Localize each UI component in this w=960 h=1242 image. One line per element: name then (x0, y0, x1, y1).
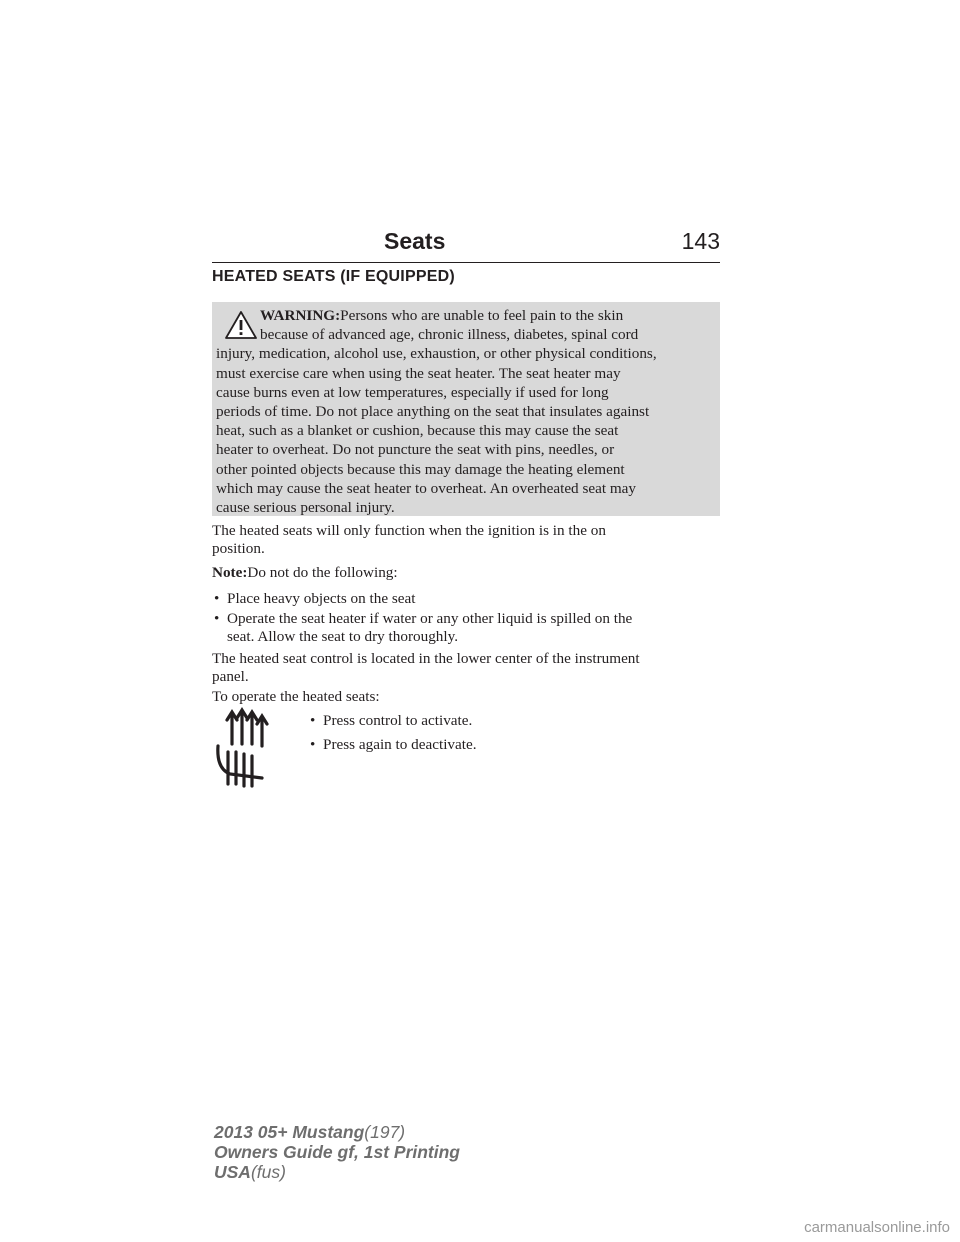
list-item: • Operate the seat heater if water or any other liquid is spilled on the seat. Allow the seat to dry thoroughly. (214, 610, 633, 645)
warning-line: heat, such as a blanket or cushion, because this may cause the seat (216, 422, 619, 440)
warning-line: which may cause the seat heater to overheat. An overheated seat may (216, 479, 637, 497)
warning-line: WARNING:Persons who are unable to feel pain to the skin (260, 307, 624, 324)
warning-text (216, 306, 718, 517)
note-lead: Note: (212, 564, 248, 581)
note-paragraph (212, 564, 720, 582)
warning-line: heater to overheat. Do not puncture the seat with pins, needles, or (216, 441, 615, 459)
warning-box (212, 302, 720, 516)
bullet-dot: • (214, 610, 220, 627)
document-footer: 2013 05+ Mustang(197) Owners Guide gf, 1st Printing USA(fus) (214, 1122, 460, 1182)
warning-line: because of advanced age, chronic illness, diabetes, spinal cord (260, 326, 639, 344)
heated-seat-icon (214, 704, 276, 790)
page-number: 143 (681, 228, 720, 254)
section-title: HEATED SEATS (IF EQUIPPED) (212, 268, 455, 285)
bullet-dot: • (310, 712, 316, 729)
warning-line: must exercise care when using the seat heater. The seat heater may (216, 364, 621, 382)
note-text: Do not do the following: (247, 564, 398, 581)
warning-line: periods of time. Do not place anything on the seat that insulates against (216, 403, 650, 421)
operate-intro: To operate the heated seats: (212, 688, 380, 705)
ignition-paragraph: The heated seats will only function when the ignition is in the on position. (212, 522, 606, 557)
warning-line: other pointed objects because this may damage the heating element (216, 460, 625, 478)
warning-line: cause serious personal injury. (216, 499, 395, 517)
watermark: carmanualsonline.info (804, 1219, 950, 1236)
page-header (212, 228, 720, 263)
warning-line: injury, medication, alcohol use, exhaustion, or other physical conditions, (216, 345, 657, 363)
bullet-dot: • (310, 736, 316, 753)
chapter-title: Seats (384, 228, 446, 254)
control-location-paragraph: The heated seat control is located in the lower center of the instrument panel. (212, 650, 640, 685)
warning-line: cause burns even at low temperatures, especially if used for long (216, 383, 609, 401)
bullet-dot: • (214, 590, 220, 607)
warning-lead: WARNING: (260, 307, 341, 324)
